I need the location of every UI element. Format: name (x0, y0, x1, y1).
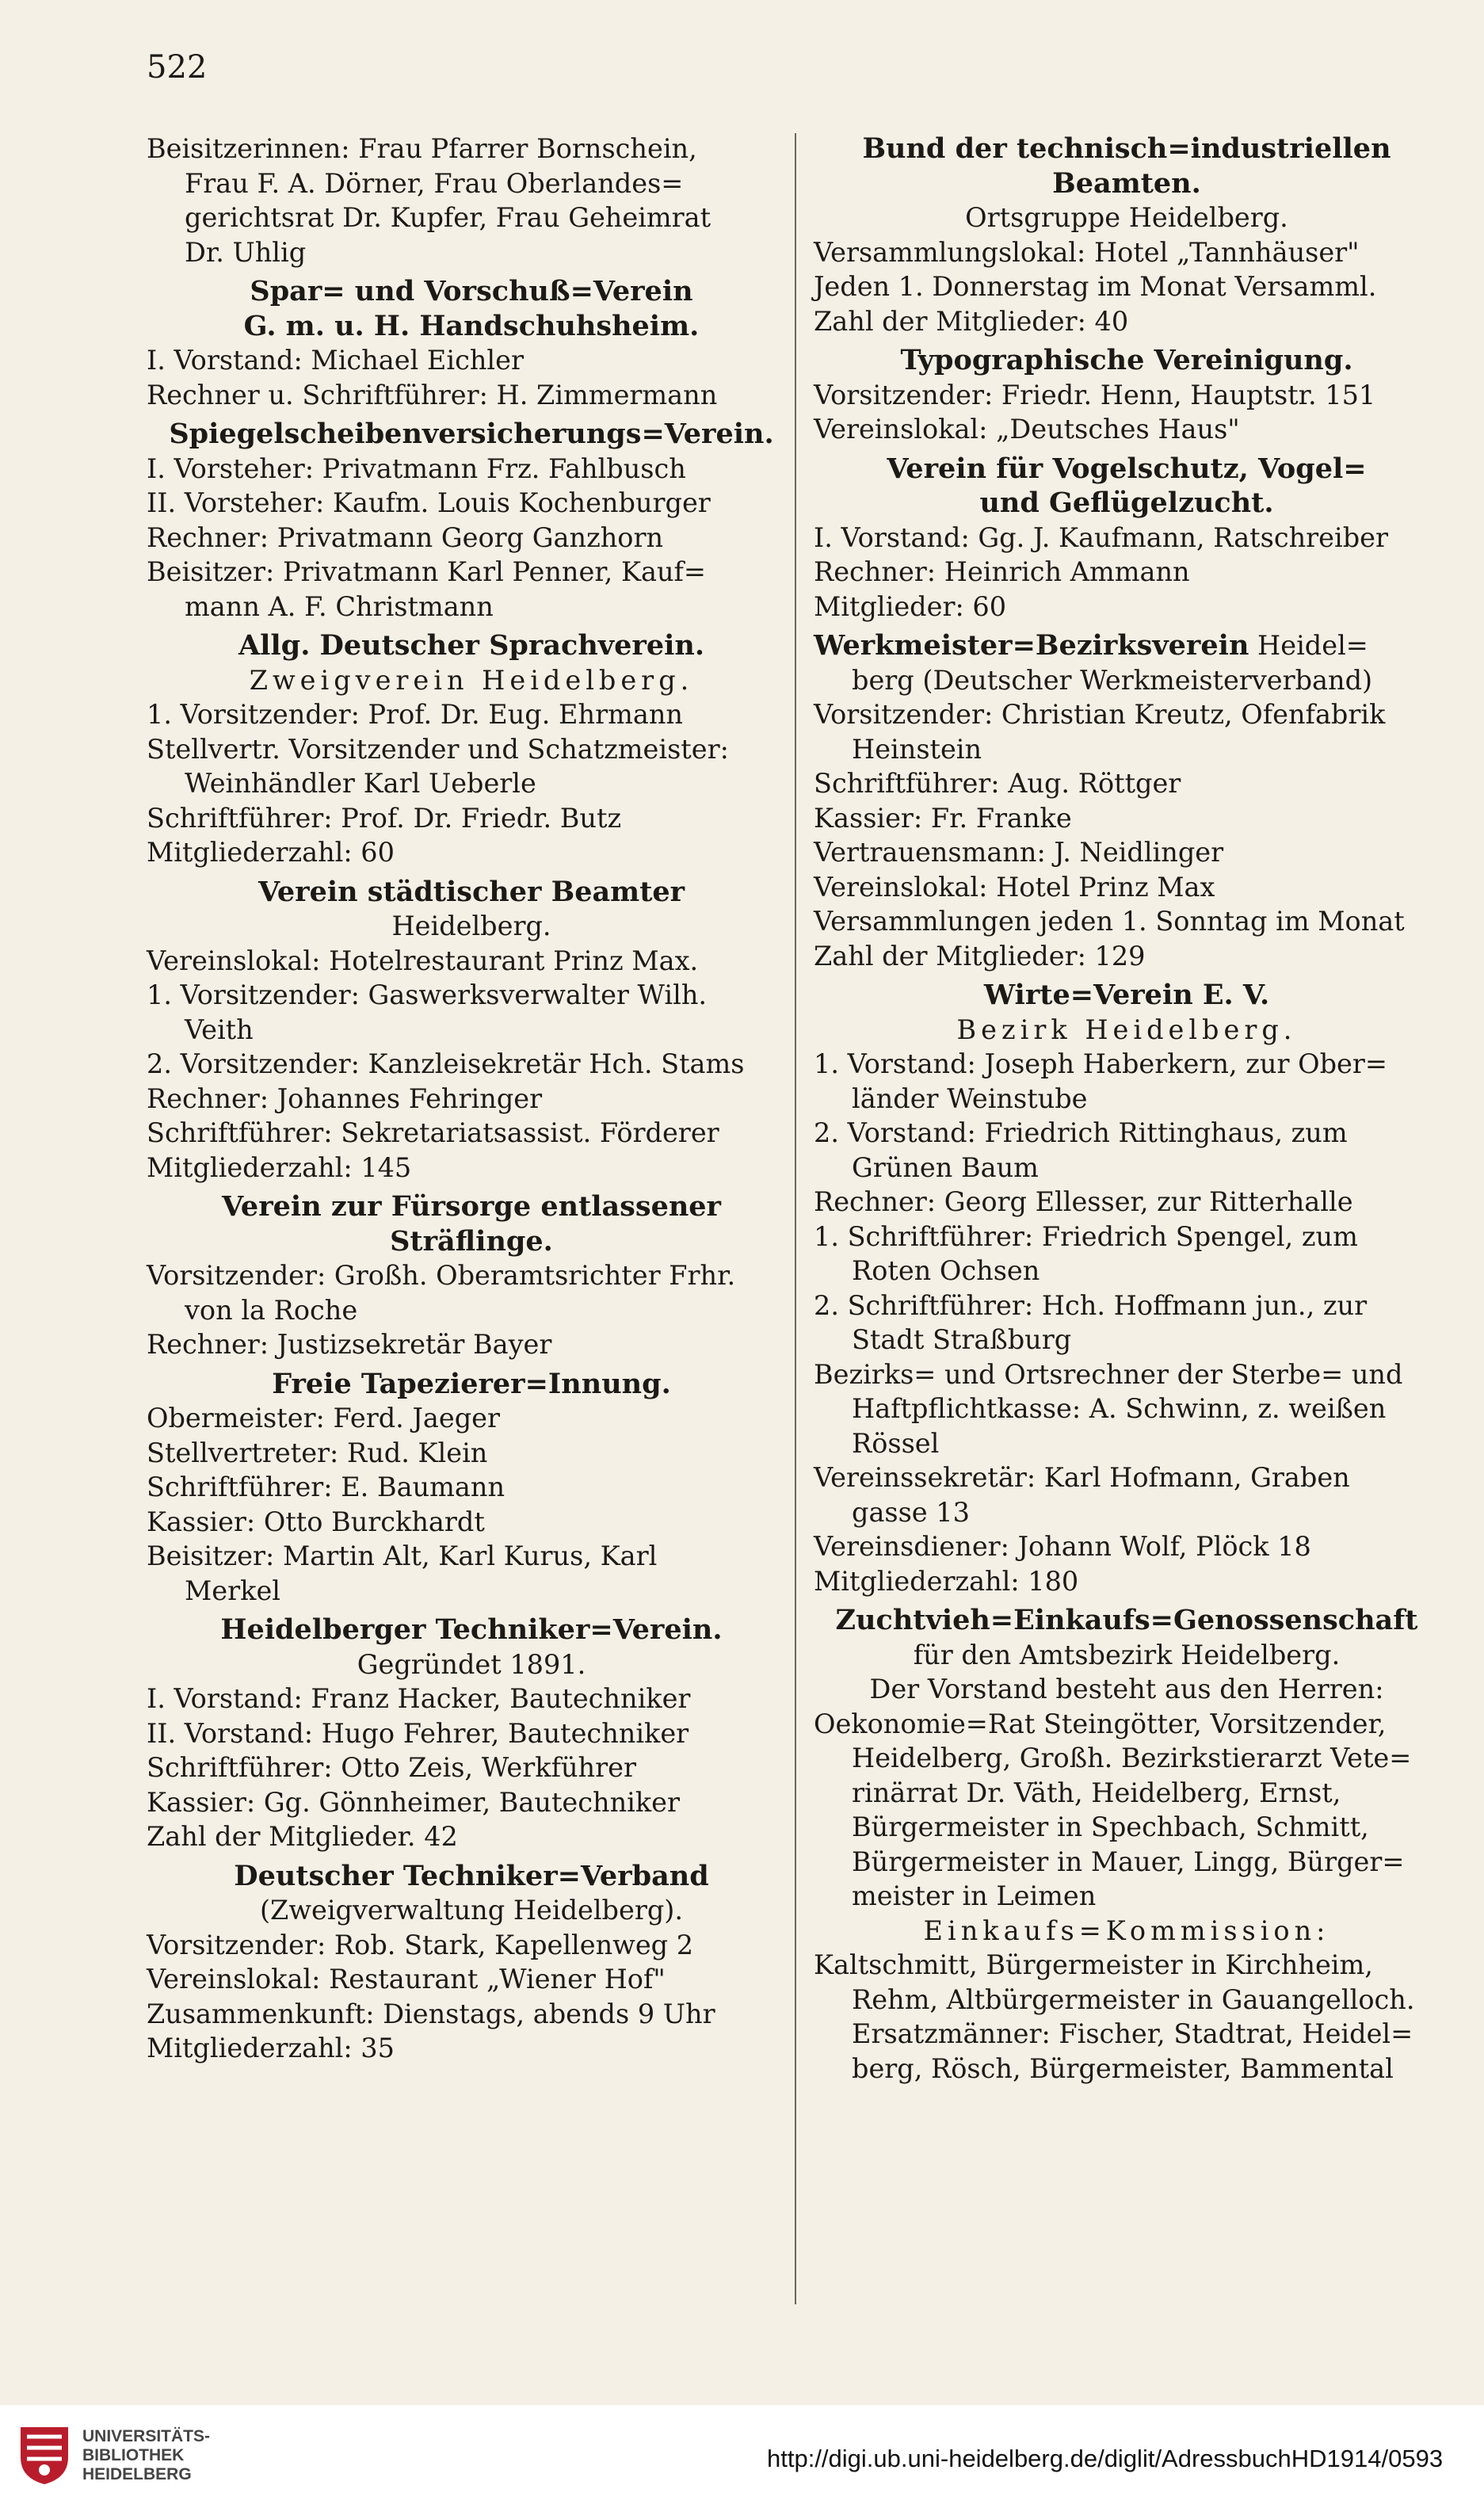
section-heading: Zuchtvieh=Einkaufs=Genossenschaft (835, 1604, 1418, 1636)
section-heading: Spiegelscheibenversicherungs=Verein. (169, 418, 774, 450)
text-line: Jeden 1. Donnerstag im Monat Versamml. (814, 271, 1377, 302)
text-line: Schriftführer: Otto Zeis, Werkführer (147, 1752, 636, 1783)
text-line: Beisitzer: Privatmann Karl Penner, Kauf= (147, 556, 707, 587)
text-line: Beisitzerinnen: Frau Pfarrer Bornschein, (147, 133, 697, 164)
section-technisch-industriell (814, 132, 1440, 338)
library-logo-text (82, 2427, 210, 2484)
text-line: Heinstein (852, 733, 982, 765)
section-subheading: Heidelberg. (391, 910, 551, 941)
text-line: meister in Leimen (852, 1880, 1097, 1911)
section-heading: Verein zur Fürsorge entlassener (221, 1190, 722, 1223)
text-line: Kaltschmitt, Bürgermeister in Kirchheim, (814, 1949, 1373, 1980)
section-tapezierer (147, 1367, 796, 1609)
section-vogelschutz (814, 452, 1440, 624)
section-heading: Spar= und Vorschuß=Verein (250, 275, 693, 307)
section-subheading: Gegründet 1891. (357, 1648, 586, 1680)
section-spar-verein (147, 274, 796, 412)
text-line: Roten Ochsen (852, 1255, 1040, 1286)
text-line: Veith (185, 1014, 254, 1045)
text-line: II. Vorstand: Hugo Fehrer, Bautechniker (147, 1717, 689, 1749)
text-line: I. Vorstand: Michael Eichler (147, 345, 524, 376)
text-line: Schriftführer: E. Baumann (147, 1472, 505, 1502)
text-line: Dr. Uhlig (185, 236, 307, 268)
text-line: Rechner: Johannes Fehringer (147, 1082, 543, 1114)
text-line: Schriftführer: Sekretariatsassist. Förderer (147, 1117, 719, 1148)
commission-heading: Einkaufs=Kommission: (923, 1914, 1330, 1946)
section-heading: Bund der technisch=industriellen (862, 132, 1391, 165)
text-line: Vereinssekretär: Karl Hofmann, Graben (814, 1462, 1350, 1493)
text-line: I. Vorstand: Franz Hacker, Bautechniker (147, 1683, 691, 1714)
text-line: Zahl der Mitglieder. 42 (147, 1821, 458, 1852)
text-line: Oekonomie=Rat Steingötter, Vorsitzender, (814, 1708, 1387, 1739)
text-line: Haftpflichtkasse: A. Schwinn, z. weißen (852, 1393, 1387, 1424)
text-line: Mitgliederzahl: 35 (147, 2033, 395, 2063)
right-column (814, 132, 1440, 2086)
text-line: Vereinslokal: Restaurant „Wiener Hof" (147, 1964, 666, 1995)
text-line: länder Weinstube (852, 1082, 1088, 1114)
text-line: 2. Vorstand: Friedrich Rittinghaus, zum (814, 1117, 1348, 1148)
section-subheading: Bezirk Heidelberg. (956, 1014, 1297, 1045)
section-heading: Verein für Vogelschutz, Vogel= (887, 452, 1367, 485)
text-line: Kassier: Otto Burckhardt (147, 1506, 485, 1537)
section-intro: Der Vorstand besteht aus den Herren: (869, 1674, 1384, 1704)
section-heading: Sträflinge. (390, 1224, 553, 1258)
text-line: 1. Vorstand: Joseph Haberkern, zur Ober= (814, 1048, 1387, 1079)
text-line: Mitgliederzahl: 180 (814, 1565, 1079, 1597)
text-line: Bürgermeister in Spechbach, Schmitt, (852, 1811, 1369, 1842)
section-techniker-verein (147, 1613, 796, 1854)
text-line: 1. Vorsitzender: Gaswerksverwalter Wilh. (147, 979, 708, 1010)
section-zuchtvieh (814, 1603, 1440, 2086)
text-line: Beisitzer: Martin Alt, Karl Kurus, Karl (147, 1540, 658, 1571)
text-line: Merkel (185, 1575, 280, 1606)
section-typographische (814, 343, 1440, 447)
column-divider (795, 133, 796, 2304)
text-line: Schriftführer: Prof. Dr. Friedr. Butz (147, 802, 622, 834)
section-heading: G. m. u. H. Handschuhsheim. (243, 309, 700, 342)
section-subheading: Zweigverein Heidelberg. (249, 664, 694, 696)
footer-bar (0, 2405, 1484, 2508)
section-heading: Verein städtischer Beamter (258, 875, 685, 908)
text-line: Zahl der Mitglieder: 40 (814, 305, 1129, 337)
text-line: 2. Schriftführer: Hch. Hoffmann jun., zur (814, 1289, 1368, 1321)
text-line: 1. Vorsitzender: Prof. Dr. Eug. Ehrmann (147, 699, 683, 730)
text-line: Versammlungslokal: Hotel „Tannhäuser" (814, 236, 1360, 268)
text-line: berg, Rösch, Bürgermeister, Bammental (852, 2052, 1394, 2084)
text-line: Zusammenkunft: Dienstags, abends 9 Uhr (147, 1998, 715, 2029)
text-line: Ersatzmänner: Fischer, Stadtrat, Heidel= (852, 2018, 1413, 2049)
section-subheading: (Zweigverwaltung Heidelberg). (259, 1895, 684, 1926)
text-line: II. Vorsteher: Kaufm. Louis Kochenburger (147, 487, 711, 518)
text-line: Vereinslokal: Hotelrestaurant Prinz Max. (147, 945, 699, 976)
text-line: Stellvertreter: Rud. Klein (147, 1437, 488, 1468)
section-staedtische-beamte (147, 875, 796, 1185)
text-line: Zahl der Mitglieder: 129 (814, 940, 1146, 972)
section-subheading: für den Amtsbezirk Heidelberg. (913, 1639, 1341, 1670)
text-line: Vereinslokal: Hotel Prinz Max (814, 871, 1215, 903)
section-heading: Freie Tapezierer=Innung. (272, 1367, 671, 1400)
text-line: gasse 13 (852, 1496, 970, 1528)
section-sprachverein (147, 628, 796, 870)
section-techniker-verband (147, 1859, 796, 2066)
text-line: Schriftführer: Aug. Röttger (814, 768, 1181, 799)
text-line: Vorsitzender: Friedr. Henn, Hauptstr. 151 (814, 379, 1376, 410)
text-line: Kassier: Fr. Franke (814, 802, 1072, 834)
text-line: Vorsitzender: Rob. Stark, Kapellenweg 2 (147, 1929, 694, 1960)
text-line: Grünen Baum (852, 1151, 1039, 1183)
text-line: Vereinsdiener: Johann Wolf, Plöck 18 (814, 1531, 1311, 1562)
section-heading: Heidelberger Techniker=Verein. (220, 1613, 723, 1646)
section-heading: Allg. Deutscher Sprachverein. (238, 629, 705, 662)
text-line: Mitgliederzahl: 60 (147, 837, 395, 868)
text-line: Rechner u. Schriftführer: H. Zimmermann (147, 379, 718, 410)
text-line: Obermeister: Ferd. Jaeger (147, 1403, 500, 1433)
text-line: Weinhändler Karl Ueberle (185, 768, 536, 799)
section-werkmeister (814, 628, 1440, 973)
section-heading: Wirte=Verein E. V. (983, 979, 1270, 1011)
text-line: 2. Vorsitzender: Kanzleisekretär Hch. Stams (147, 1048, 745, 1079)
text-line: Vorsitzender: Christian Kreutz, Ofenfabrik (814, 699, 1386, 730)
text-line: Stadt Straßburg (852, 1324, 1072, 1355)
text-line: 1. Schriftführer: Friedrich Spengel, zum (814, 1220, 1358, 1252)
text-line: Rechner: Georg Ellesser, zur Ritterhalle (814, 1186, 1353, 1217)
left-column (147, 132, 796, 2066)
text-line: Stellvertr. Vorsitzender und Schatzmeister: (147, 733, 729, 765)
text-line: Vorsitzender: Großh. Oberamtsrichter Frhr. (147, 1260, 736, 1291)
text-line: Vereinslokal: „Deutsches Haus" (814, 414, 1240, 445)
text-line: Kassier: Gg. Gönnheimer, Bautechniker (147, 1786, 681, 1818)
text-line: Frau F. A. Dörner, Frau Oberlandes= (185, 167, 684, 199)
text-line: rinärrat Dr. Väth, Heidelberg, Ernst, (852, 1777, 1341, 1808)
logo-line: HEIDELBERG (82, 2465, 192, 2483)
text-line: Mitglieder: 60 (814, 590, 1007, 622)
text-line: Rechner: Justizsekretär Bayer (147, 1329, 552, 1360)
text-line: Mitgliederzahl: 145 (147, 1151, 412, 1183)
text-line: Rechner: Heinrich Ammann (814, 556, 1190, 587)
text-line: Rössel (852, 1427, 940, 1459)
page-number: 522 (147, 49, 208, 86)
text-line: von la Roche (185, 1294, 358, 1326)
section-heading: Werkmeister=Bezirksverein (814, 629, 1249, 662)
text-line: I. Vorstand: Gg. J. Kaufmann, Ratschreiber (814, 521, 1388, 553)
section-spiegelscheiben (147, 417, 796, 624)
text-line: Bürgermeister in Mauer, Lingg, Bürger= (852, 1846, 1405, 1877)
text-line: Versammlungen jeden 1. Sonntag im Monat (814, 906, 1405, 937)
text-line: Rehm, Altbürgermeister in Gauangelloch. (852, 1983, 1415, 2015)
text-line: gerichtsrat Dr. Kupfer, Frau Geheimrat (185, 202, 711, 233)
logo-line: BIBLIOTHEK (82, 2446, 185, 2464)
section-heading: und Geflügelzucht. (979, 487, 1274, 519)
text-line: Heidelberg, Großh. Bezirkstierarzt Vete= (852, 1743, 1412, 1773)
source-url-link[interactable]: http://digi.ub.uni-heidelberg.de/diglit/AdressbuchHD1914/0593 (767, 2445, 1444, 2472)
university-seal-icon (16, 2422, 73, 2486)
text-line: Vertrauensmann: J. Neidlinger (814, 837, 1224, 868)
section-fuersorge (147, 1189, 796, 1362)
text-line: I. Vorsteher: Privatmann Frz. Fahlbusch (147, 452, 686, 484)
section-heading-tail: Heidel= (1257, 630, 1368, 661)
section-subheading: Ortsgruppe Heidelberg. (965, 202, 1288, 233)
text-line: Rechner: Privatmann Georg Ganzhorn (147, 521, 664, 553)
logo-line: UNIVERSITÄTS- (82, 2427, 211, 2445)
text-line: Bezirks= und Ortsrechner der Sterbe= und (814, 1358, 1403, 1390)
section-heading: Deutscher Techniker=Verband (234, 1859, 709, 1892)
section-heading: Beamten. (1052, 166, 1201, 200)
section-heading: Typographische Vereinigung. (900, 344, 1353, 376)
continuation-entry (147, 132, 796, 269)
text-line: mann A. F. Christmann (185, 590, 494, 622)
text-line: berg (Deutscher Werkmeisterverband) (852, 664, 1373, 696)
section-wirte (814, 978, 1440, 1598)
